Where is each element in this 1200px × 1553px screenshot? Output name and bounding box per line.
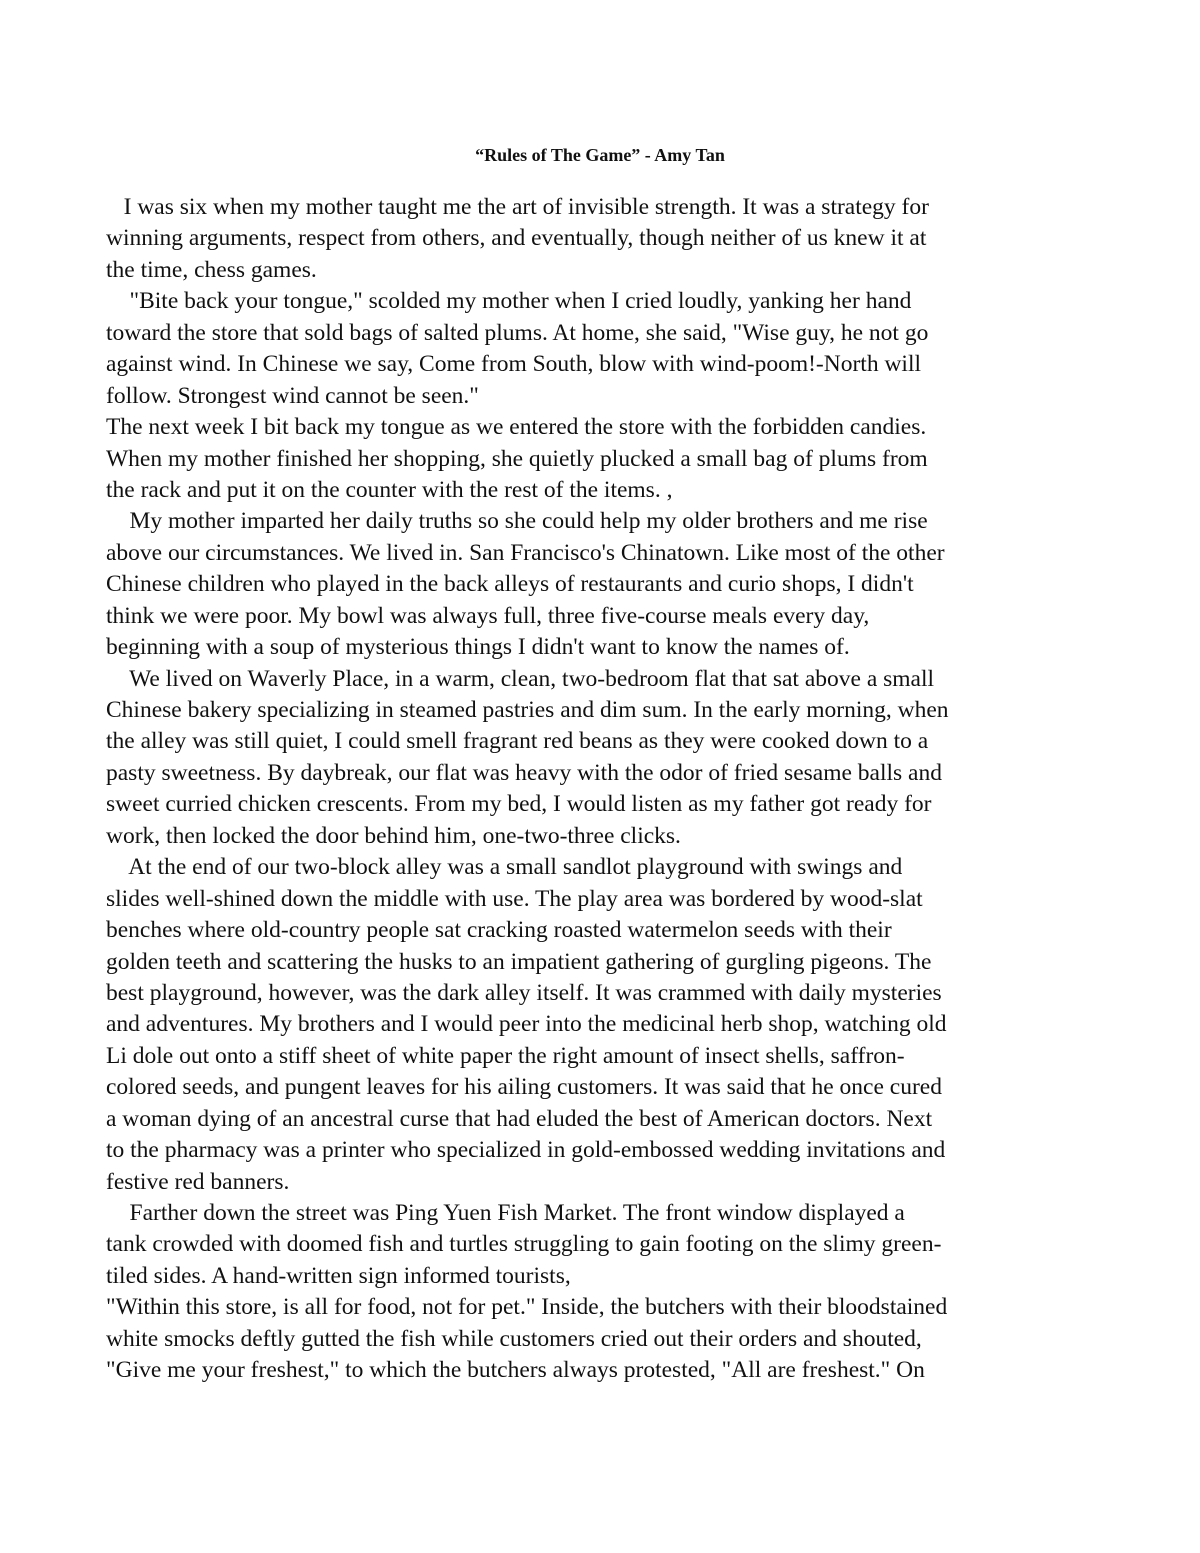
text-line: toward the store that sold bags of salted plums. At home, she said, "Wise guy, he not go xyxy=(106,319,929,346)
text-line: the time, chess games. xyxy=(106,256,317,283)
text-line: "Give me your freshest," to which the butchers always protested, "All are freshest." On xyxy=(106,1357,925,1384)
text-line: Li dole out onto a stiff sheet of white paper the right amount of insect shells, saffron- xyxy=(106,1042,905,1069)
document-title: “Rules of The Game” - Amy Tan xyxy=(475,145,725,165)
text-line: benches where old-country people sat cracking roasted watermelon seeds with their xyxy=(106,917,892,944)
text-line: At the end of our two-block alley was a small sandlot playground with swings and xyxy=(106,854,903,881)
text-line: against wind. In Chinese we say, Come from South, blow with wind-poom!-North will xyxy=(106,351,922,378)
text-line: pasty sweetness. By daybreak, our flat was heavy with the odor of fried sesame balls and xyxy=(106,759,942,786)
text-line: My mother imparted her daily truths so she could help my older brothers and me rise xyxy=(106,508,928,535)
text-line: When my mother finished her shopping, she quietly plucked a small bag of plums from xyxy=(106,445,928,472)
text-line: best playground, however, was the dark alley itself. It was crammed with daily mysteries xyxy=(106,979,942,1006)
text-line: golden teeth and scattering the husks to an impatient gathering of gurgling pigeons. The xyxy=(106,948,932,975)
text-line: beginning with a soup of mysterious things I didn't want to know the names of. xyxy=(106,634,850,661)
text-line: to the pharmacy was a printer who specialized in gold-embossed wedding invitations and xyxy=(106,1137,946,1164)
document-body xyxy=(106,192,1106,1387)
text-line: Farther down the street was Ping Yuen Fish Market. The front window displayed a xyxy=(106,1200,905,1226)
text-line: tiled sides. A hand-written sign informed tourists, xyxy=(106,1262,571,1289)
text-line: the alley was still quiet, I could smell fragrant red beans as they were cooked down to a xyxy=(106,728,929,755)
text-line: Chinese children who played in the back alleys of restaurants and curio shops, I didn't xyxy=(106,571,914,598)
text-line: tank crowded with doomed fish and turtles struggling to gain footing on the slimy green- xyxy=(106,1231,942,1258)
text-line: I was six when my mother taught me the art of invisible strength. It was a strategy for xyxy=(106,194,929,220)
text-line: The next week I bit back my tongue as we entered the store with the forbidden candies. xyxy=(106,414,927,441)
text-line: slides well-shined down the middle with use. The play area was bordered by wood-slat xyxy=(106,885,923,912)
text-line: white smocks deftly gutted the fish while customers cried out their orders and shouted, xyxy=(106,1325,922,1352)
text-line: "Within this store, is all for food, not for pet." Inside, the butchers with their bloodstained xyxy=(106,1294,948,1321)
text-line: sweet curried chicken crescents. From my bed, I would listen as my father got ready for xyxy=(106,791,932,818)
text-line: above our circumstances. We lived in. San Francisco's Chinatown. Like most of the other xyxy=(106,539,945,566)
text-line: We lived on Waverly Place, in a warm, clean, two-bedroom flat that sat above a small xyxy=(106,665,935,692)
text-line: think we were poor. My bowl was always full, three five-course meals every day, xyxy=(106,602,870,629)
text-line: the rack and put it on the counter with the rest of the items. , xyxy=(106,476,673,503)
text-line: and adventures. My brothers and I would peer into the medicinal herb shop, watching old xyxy=(106,1011,947,1038)
text-line: winning arguments, respect from others, and eventually, though neither of us knew it at xyxy=(106,225,927,252)
text-line: work, then locked the door behind him, one-two-three clicks. xyxy=(106,822,681,849)
text-line: colored seeds, and pungent leaves for his ailing customers. It was said that he once cured xyxy=(106,1074,942,1101)
text-line: a woman dying of an ancestral curse that had eluded the best of American doctors. Next xyxy=(106,1105,933,1132)
text-line: follow. Strongest wind cannot be seen." xyxy=(106,382,479,409)
text-line: "Bite back your tongue," scolded my mother when I cried loudly, yanking her hand xyxy=(106,288,912,315)
text-line: Chinese bakery specializing in steamed pastries and dim sum. In the early morning, when xyxy=(106,697,949,723)
text-line: festive red banners. xyxy=(106,1168,290,1195)
